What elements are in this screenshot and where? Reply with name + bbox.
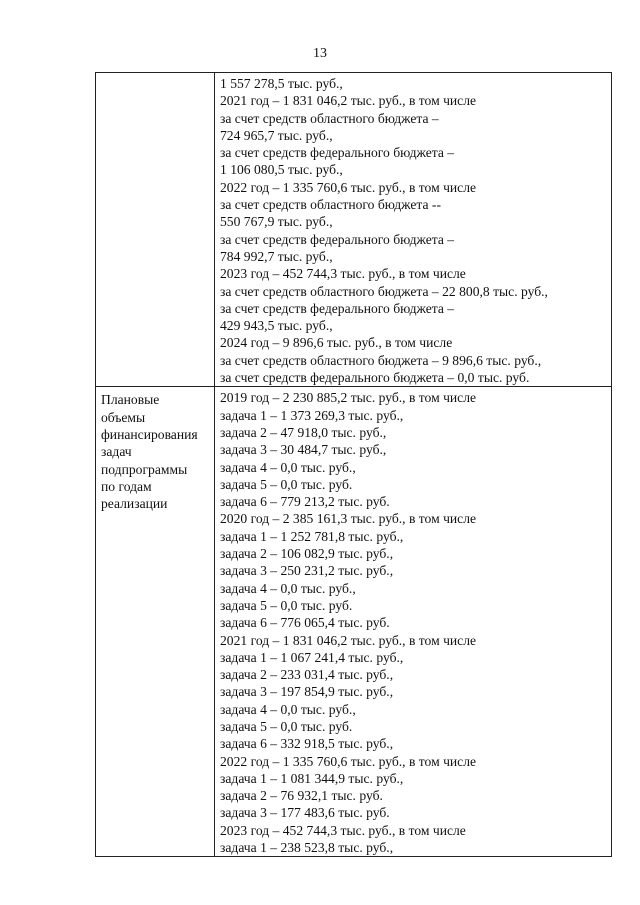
table-line: задача 3 – 250 231,2 тыс. руб., — [220, 563, 394, 579]
table-line: 2019 год – 2 230 885,2 тыс. руб., в том числе — [220, 390, 477, 406]
table-line: за счет средств областного бюджета – 22 800,8 тыс. руб., — [220, 283, 548, 299]
row-label-line: по годам — [101, 478, 152, 494]
table-line: за счет средств федерального бюджета – — [220, 300, 455, 316]
table-row-budget-sources — [96, 73, 612, 387]
row-label-line: реализации — [101, 496, 168, 512]
table-line: задача 5 – 0,0 тыс. руб. — [220, 718, 353, 734]
page-number: 13 — [313, 46, 327, 61]
table-line: за счет средств областного бюджета – — [220, 110, 439, 126]
table-line: задача 1 – 1 373 269,3 тыс. руб., — [220, 407, 404, 423]
table-line: 2023 год – 452 744,3 тыс. руб., в том числе — [220, 266, 466, 282]
table-line: задача 5 – 0,0 тыс. руб. — [220, 476, 353, 492]
table-line: за счет средств федерального бюджета – — [220, 231, 455, 247]
table-line: 724 965,7 тыс. руб., — [220, 127, 333, 143]
row-label-line: Плановые — [101, 392, 160, 408]
row-2-label-cell — [96, 387, 215, 857]
table-row-planned-financing — [96, 387, 612, 857]
row-1-value-lines — [215, 73, 611, 386]
table-line: задача 2 – 76 932,1 тыс. руб. — [220, 788, 383, 804]
table-line: 2022 год – 1 335 760,6 тыс. руб., в том числе — [220, 179, 477, 195]
row-label-line: финансирования — [101, 426, 198, 442]
table-line: задача 1 – 1 067 241,4 тыс. руб., — [220, 649, 404, 665]
table-line: задача 3 – 30 484,7 тыс. руб., — [220, 442, 387, 458]
table-line: задача 4 – 0,0 тыс. руб., — [220, 580, 356, 596]
table-line: за счет средств областного бюджета – 9 896,6 тыс. руб., — [220, 352, 542, 368]
row-1-value-cell — [215, 73, 612, 387]
row-2-label — [96, 387, 214, 512]
row-1-label-cell — [96, 73, 215, 387]
table-line: задача 6 – 776 065,4 тыс. руб. — [220, 615, 390, 631]
table-line: задача 2 – 233 031,4 тыс. руб., — [220, 667, 394, 683]
table-line: задача 4 – 0,0 тыс. руб., — [220, 701, 356, 717]
table-line: за счет средств федерального бюджета – 0,0 тыс. руб. — [220, 370, 530, 386]
table-line: 2024 год – 9 896,6 тыс. руб., в том числе — [220, 335, 453, 351]
table-line: 550 767,9 тыс. руб., — [220, 214, 333, 230]
row-1-label — [96, 73, 214, 77]
table-line: задача 6 – 779 213,2 тыс. руб. — [220, 494, 390, 510]
table-line: задача 5 – 0,0 тыс. руб. — [220, 597, 353, 613]
table-line: за счет средств федерального бюджета – — [220, 145, 455, 161]
row-label-line: объемы — [101, 409, 146, 425]
row-label-line: задач — [101, 444, 132, 460]
table-line: 2022 год – 1 335 760,6 тыс. руб., в том числе — [220, 753, 477, 769]
financing-table — [95, 72, 612, 857]
table-line: 1 106 080,5 тыс. руб., — [220, 162, 343, 178]
table-line: 2021 год – 1 831 046,2 тыс. руб., в том числе — [220, 632, 477, 648]
table-line: задача 2 – 106 082,9 тыс. руб., — [220, 546, 394, 562]
table-line: задача 1 – 1 252 781,8 тыс. руб., — [220, 528, 404, 544]
table-line: 784 992,7 тыс. руб., — [220, 248, 333, 264]
row-label-line: подпрограммы — [101, 461, 188, 477]
table-line: за счет средств областного бюджета -- — [220, 197, 441, 213]
table-line: задача 4 – 0,0 тыс. руб., — [220, 459, 356, 475]
row-2-value-cell — [215, 387, 612, 857]
row-2-value-lines — [215, 387, 611, 856]
table-line: задача 1 – 238 523,8 тыс. руб., — [220, 840, 394, 856]
table-line: 2020 год – 2 385 161,3 тыс. руб., в том числе — [220, 511, 477, 527]
table-line: 2021 год – 1 831 046,2 тыс. руб., в том числе — [220, 93, 477, 109]
table-line: задача 6 – 332 918,5 тыс. руб., — [220, 736, 394, 752]
table-line: задача 3 – 177 483,6 тыс. руб. — [220, 805, 390, 821]
table-line: задача 2 – 47 918,0 тыс. руб., — [220, 424, 387, 440]
table-line: задача 3 – 197 854,9 тыс. руб., — [220, 684, 394, 700]
table-line: задача 1 – 1 081 344,9 тыс. руб., — [220, 770, 404, 786]
table-line: 1 557 278,5 тыс. руб., — [220, 76, 343, 91]
table-line: 429 943,5 тыс. руб., — [220, 318, 333, 334]
table-line: 2023 год – 452 744,3 тыс. руб., в том числе — [220, 822, 466, 838]
